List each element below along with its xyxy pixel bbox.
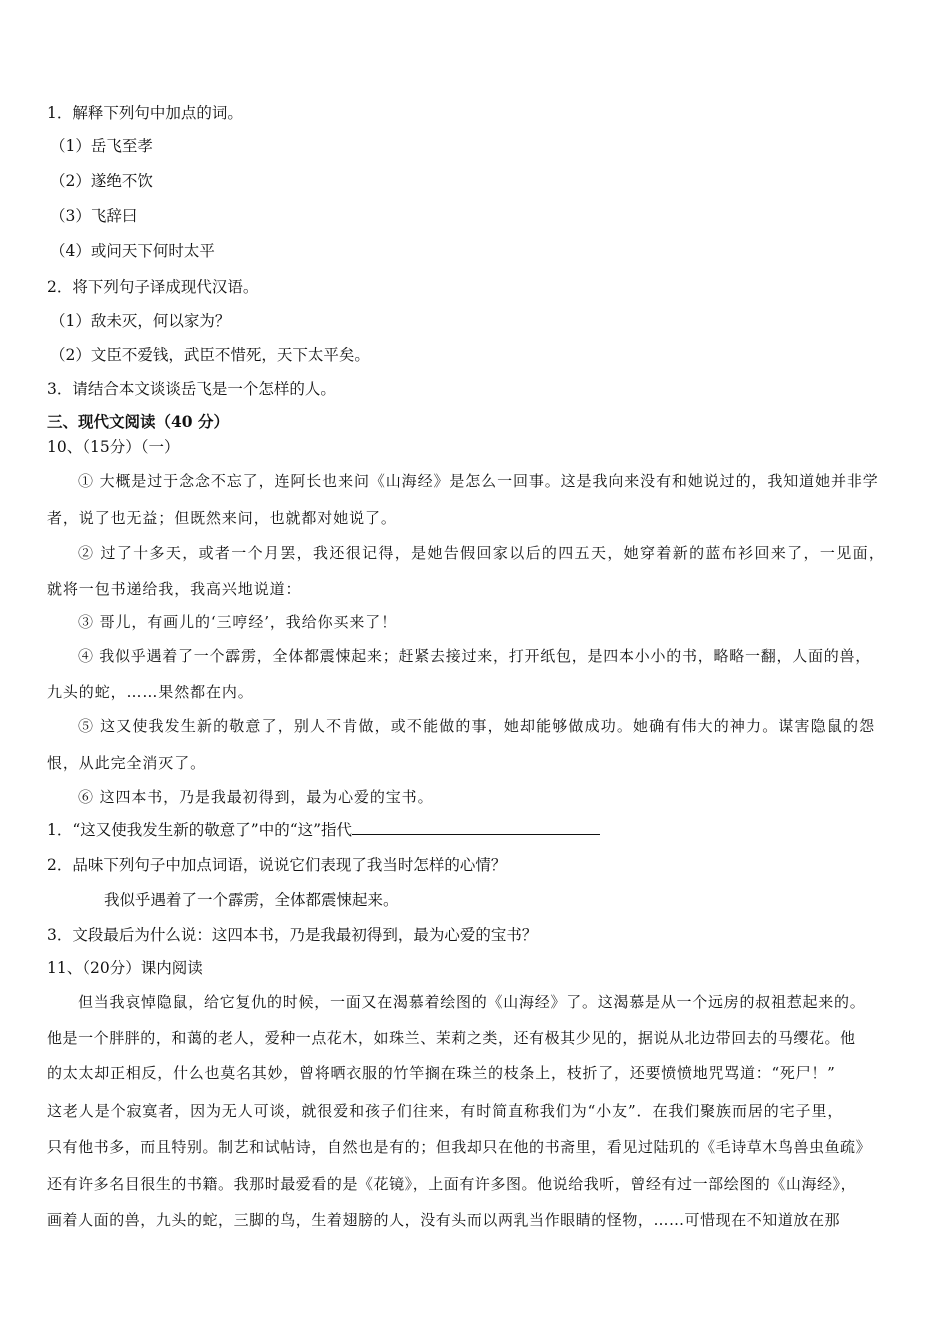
passage-line: ⑥ 这四本书，乃是我最初得到，最为心爱的宝书。 bbox=[78, 788, 434, 806]
passage-line: ⑤ 这又使我发生新的敬意了，别人不肯做，或不能做的事，她却能够做成功。她确有伟大的神力。谋害隐鼠的怨 bbox=[78, 717, 876, 735]
passage-line: ③ 哥儿，有画儿的‘三哼经’，我给你买来了！ bbox=[78, 613, 398, 631]
passage-line: 还有许多名目很生的书籍。我那时最爱看的是《花镜》，上面有许多图。他说给我听，曾经有过一部绘图的《山海经》， bbox=[47, 1175, 857, 1193]
q10-header: 10、（15分）（一） bbox=[47, 438, 180, 456]
q1-item: （3）飞辞曰 bbox=[50, 207, 138, 225]
q2-item: （1）敌未灭，何以家为？ bbox=[50, 312, 231, 330]
passage-line: ① 大概是过于念念不忘了，连阿长也来问《山海经》是怎么一回事。这是我向来没有和她说过的，我知道她并非学 bbox=[78, 472, 879, 490]
q10-question-3: 3．文段最后为什么说：这四本书，乃是我最初得到，最为心爱的宝书？ bbox=[47, 926, 538, 944]
passage-line: 这老人是个寂寞者，因为无人可谈，就很爱和孩子们往来，有时简直称我们为“小友”．在我们聚族而居的宅子里， bbox=[47, 1102, 844, 1120]
passage-line: ④ 我似乎遇着了一个霹雳，全体都震悚起来；赶紧去接过来，打开纸包，是四本小小的书，略略一翻，人面的兽， bbox=[78, 647, 872, 665]
passage-line: 就将一包书递给我，我高兴地说道： bbox=[47, 580, 302, 598]
q2-title: 2．将下列句子译成现代汉语。 bbox=[47, 278, 259, 296]
q10-question-1 bbox=[47, 820, 600, 840]
q1-title: 1．解释下列句中加点的词。 bbox=[47, 104, 243, 122]
q1-item: （2）遂绝不饮 bbox=[50, 172, 153, 190]
passage-line: 但当我哀悼隐鼠，给它复仇的时候，一面又在渴慕着绘图的《山海经》了。这渴慕是从一个远房的叔祖惹起来的。 bbox=[78, 993, 866, 1011]
q10-question-1-text: 1．“这又使我发生新的敬意了”中的“这”指代 bbox=[47, 821, 353, 839]
passage-line: 他是一个胖胖的，和蔼的老人，爱种一点花木，如珠兰、茉莉之类，还有极其少见的，据说从北边带回去的马缨花。他 bbox=[47, 1029, 856, 1047]
q10-question-2: 2．品味下列句子中加点词语，说说它们表现了我当时怎样的心情？ bbox=[47, 856, 507, 874]
answer-blank[interactable] bbox=[352, 820, 600, 835]
passage-line: 者，说了也无益；但既然来问，也就都对她说了。 bbox=[47, 509, 397, 527]
q3-title: 3．请结合本文谈谈岳飞是一个怎样的人。 bbox=[47, 380, 336, 398]
q10-question-2-quote: 我似乎遇着了一个霹雳，全体都震悚起来。 bbox=[104, 891, 399, 909]
q2-item: （2）文臣不爱钱，武臣不惜死，天下太平矣。 bbox=[50, 346, 370, 364]
passage-line: 九头的蛇，……果然都在内。 bbox=[47, 683, 254, 701]
passage-line: ② 过了十多天，或者一个月罢，我还很记得，是她告假回家以后的四五天，她穿着新的蓝布衫回来了，一见面， bbox=[78, 544, 886, 562]
passage-line: 画着人面的兽，九头的蛇，三脚的鸟，生着翅膀的人，没有头而以两乳当作眼睛的怪物，……可惜现在不知道放在那 bbox=[47, 1211, 841, 1229]
passage-line: 恨，从此完全消灭了。 bbox=[47, 754, 207, 772]
q11-header: 11、（20分）课内阅读 bbox=[47, 959, 203, 977]
passage-line: 的太太却正相反，什么也莫名其妙，曾将晒衣服的竹竿搁在珠兰的枝条上，枝折了，还要愤愤地咒骂道：“死尸！” bbox=[47, 1064, 836, 1082]
q1-item: （1）岳飞至孝 bbox=[50, 137, 153, 155]
passage-line: 只有他书多，而且特别。制艺和试帖诗，自然也是有的；但我却只在他的书斋里，看见过陆玑的《毛诗草木鸟兽虫鱼疏》 bbox=[47, 1138, 872, 1156]
q1-item: （4）或问天下何时太平 bbox=[50, 242, 215, 260]
section-heading: 三、现代文阅读（40 分） bbox=[47, 412, 229, 431]
